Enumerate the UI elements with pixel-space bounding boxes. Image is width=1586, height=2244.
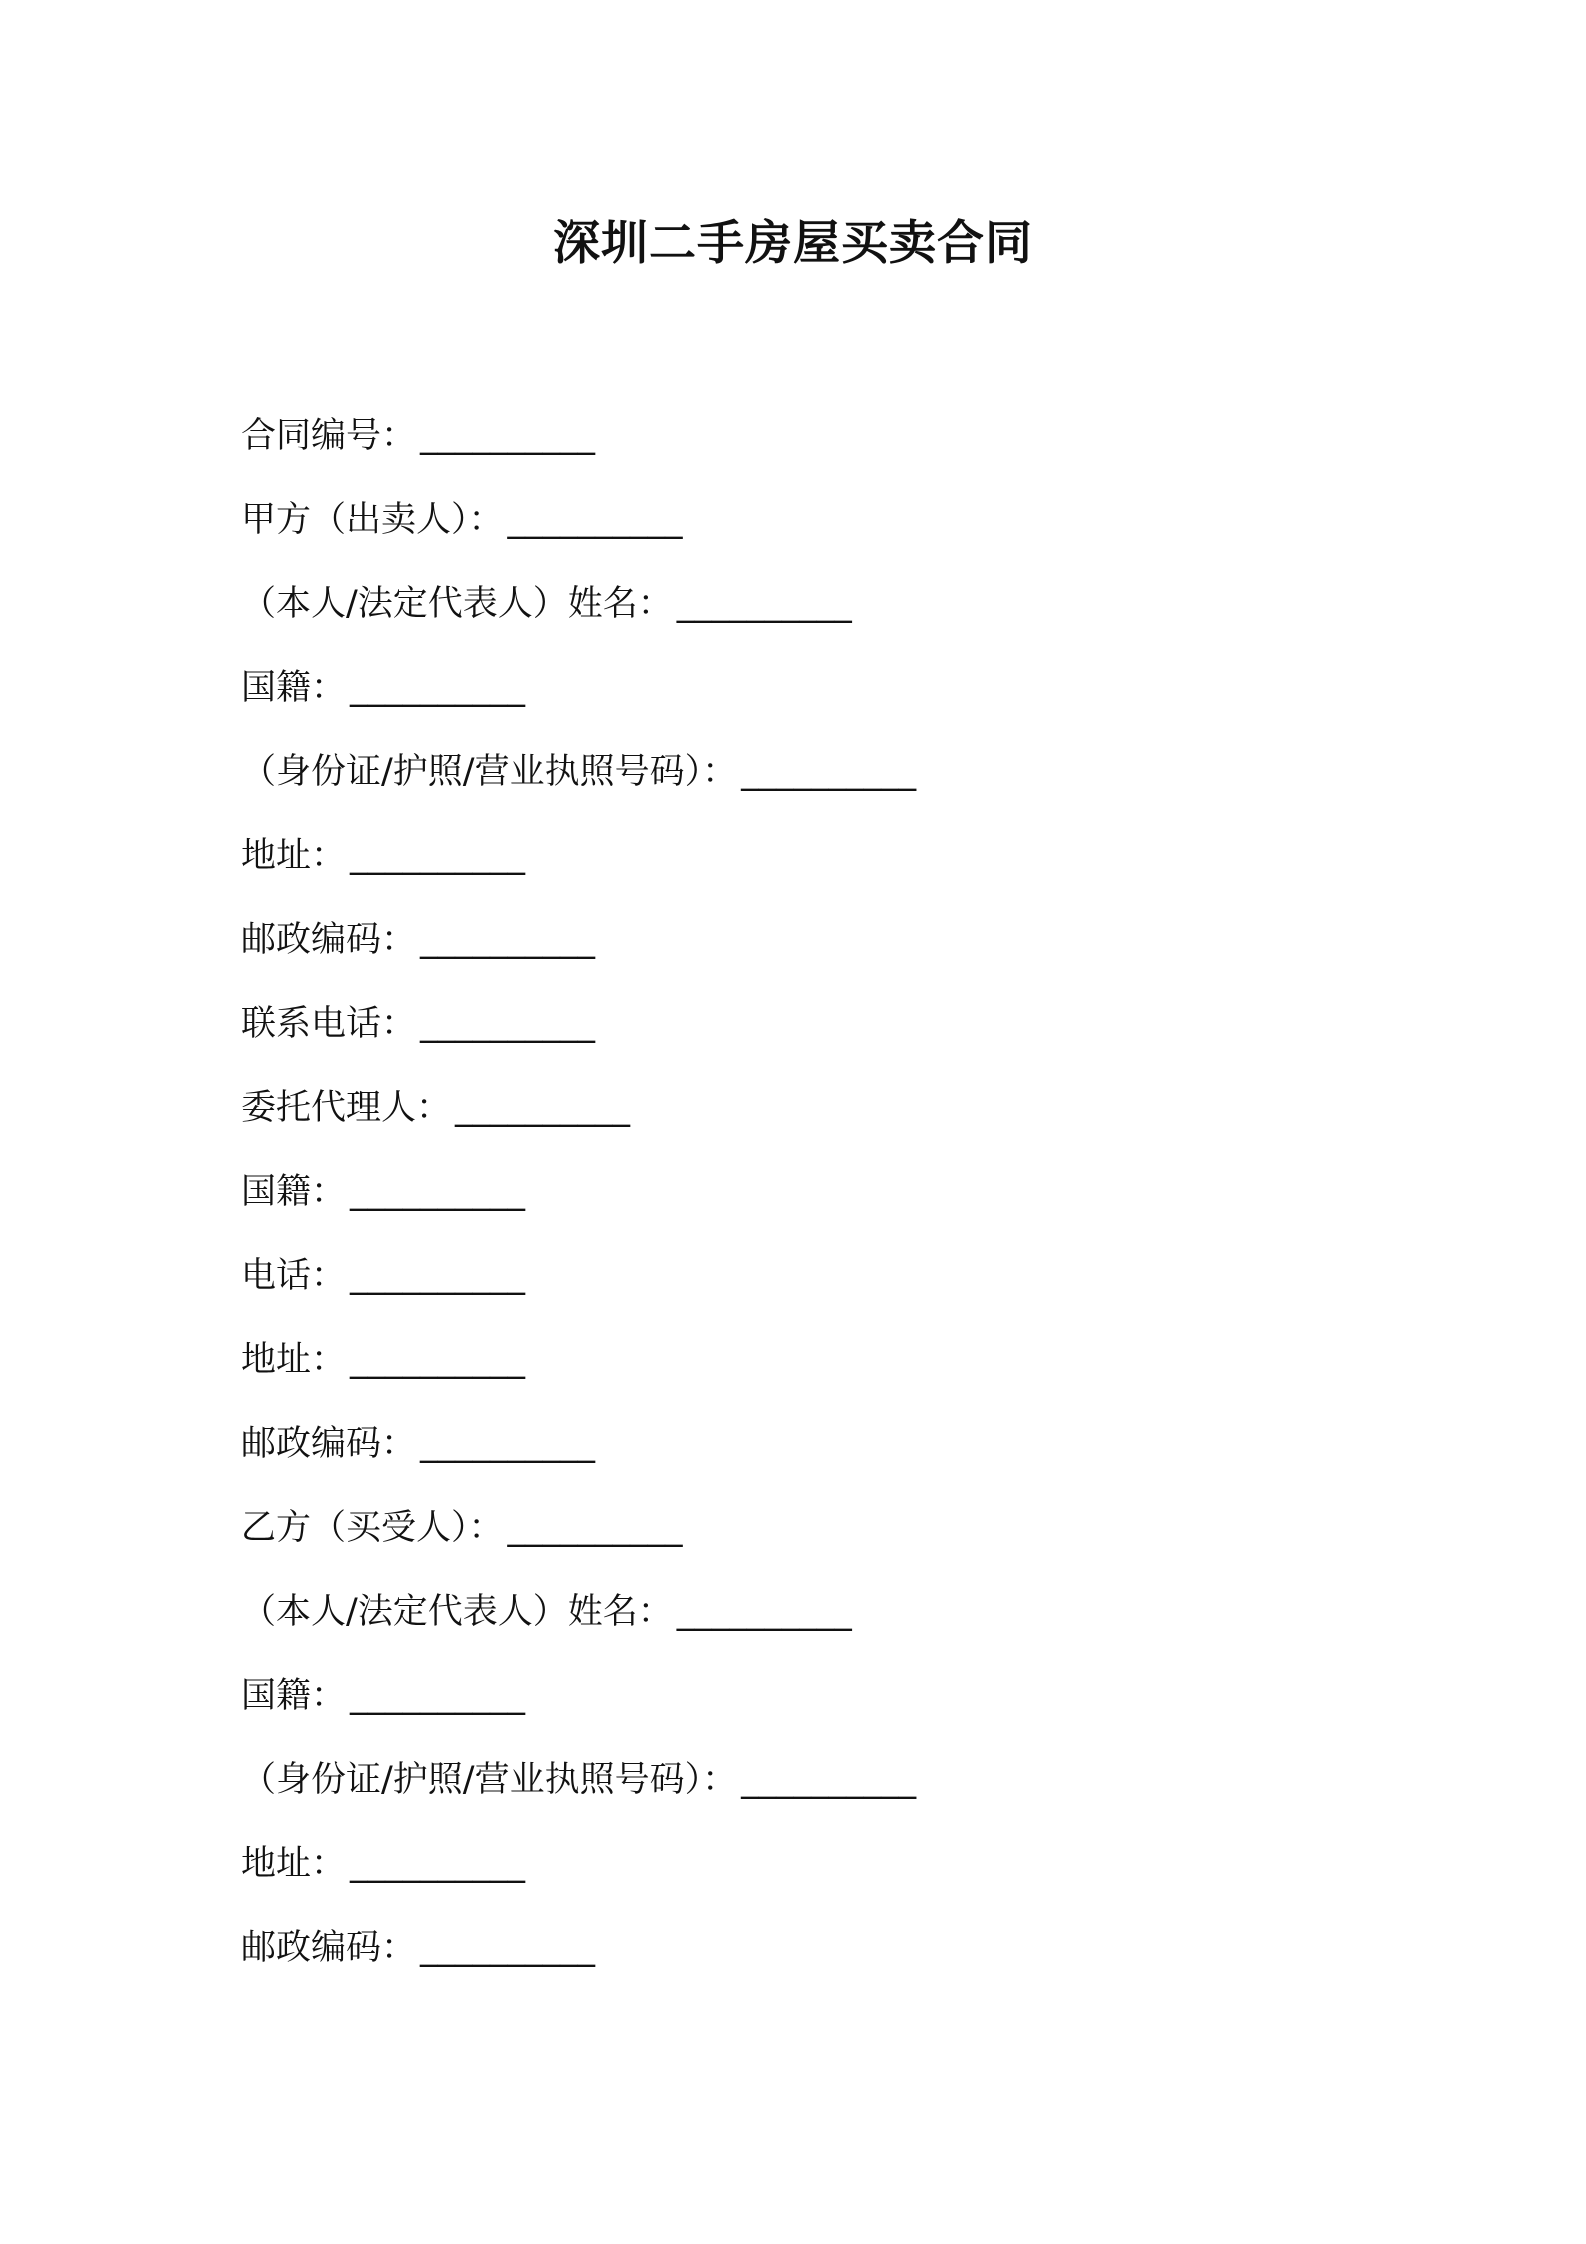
field-label: 地址： — [241, 1340, 347, 1380]
fill-in-blank[interactable]: __________ — [741, 752, 917, 792]
field-label: 邮政编码： — [241, 920, 417, 960]
field-label: 电话： — [241, 1256, 347, 1296]
fill-in-blank[interactable]: __________ — [420, 1004, 596, 1044]
field-seller-phone — [241, 994, 1391, 1078]
fill-in-blank[interactable]: __________ — [420, 1424, 596, 1464]
field-seller-address — [241, 826, 1391, 910]
field-label: 国籍： — [241, 668, 347, 708]
field-buyer-name — [241, 1582, 1391, 1666]
field-label: 邮政编码： — [241, 1424, 417, 1464]
fill-in-blank[interactable]: __________ — [507, 1508, 683, 1548]
field-agent-postal-code — [241, 1414, 1391, 1498]
field-label: 地址： — [241, 1844, 347, 1884]
field-seller-name — [241, 574, 1391, 658]
field-label: 乙方（买受人）： — [241, 1508, 504, 1548]
fill-in-blank[interactable]: __________ — [350, 668, 526, 708]
field-label: （身份证/护照/营业执照号码）： — [241, 752, 738, 792]
fill-in-blank[interactable]: __________ — [420, 920, 596, 960]
fill-in-blank[interactable]: __________ — [455, 1088, 631, 1128]
field-label: （本人/法定代表人）姓名： — [241, 584, 673, 624]
field-label: 邮政编码： — [241, 1928, 417, 1968]
field-seller-postal-code — [241, 910, 1391, 994]
field-label: 委托代理人： — [241, 1088, 452, 1128]
field-buyer — [241, 1498, 1391, 1582]
field-buyer-address — [241, 1834, 1391, 1918]
field-buyer-postal-code — [241, 1918, 1391, 2002]
field-label: 联系电话： — [241, 1004, 417, 1044]
field-label: （身份证/护照/营业执照号码）： — [241, 1760, 738, 1800]
field-label: 国籍： — [241, 1676, 347, 1716]
field-label: 合同编号： — [241, 416, 417, 456]
fill-in-blank[interactable]: __________ — [676, 1592, 852, 1632]
field-agent-phone — [241, 1246, 1391, 1330]
fill-in-blank[interactable]: __________ — [350, 1844, 526, 1884]
field-agent-nationality — [241, 1162, 1391, 1246]
fill-in-blank[interactable]: __________ — [350, 1256, 526, 1296]
field-agent-address — [241, 1330, 1391, 1414]
fill-in-blank[interactable]: __________ — [350, 1676, 526, 1716]
fill-in-blank[interactable]: __________ — [420, 416, 596, 456]
field-seller-nationality — [241, 658, 1391, 742]
fill-in-blank[interactable]: __________ — [350, 1340, 526, 1380]
fill-in-blank[interactable]: __________ — [420, 1928, 596, 1968]
document-title: 深圳二手房屋买卖合同 — [553, 216, 1033, 271]
contract-fields — [241, 406, 1391, 2002]
field-label: 甲方（出卖人）： — [241, 500, 504, 540]
field-seller — [241, 490, 1391, 574]
field-buyer-id-number — [241, 1750, 1391, 1834]
field-label: 地址： — [241, 836, 347, 876]
fill-in-blank[interactable]: __________ — [676, 584, 852, 624]
fill-in-blank[interactable]: __________ — [741, 1760, 917, 1800]
field-label: 国籍： — [241, 1172, 347, 1212]
field-agent — [241, 1078, 1391, 1162]
fill-in-blank[interactable]: __________ — [507, 500, 683, 540]
fill-in-blank[interactable]: __________ — [350, 1172, 526, 1212]
fill-in-blank[interactable]: __________ — [350, 836, 526, 876]
field-label: （本人/法定代表人）姓名： — [241, 1592, 673, 1632]
field-buyer-nationality — [241, 1666, 1391, 1750]
field-contract-number — [241, 406, 1391, 490]
field-seller-id-number — [241, 742, 1391, 826]
